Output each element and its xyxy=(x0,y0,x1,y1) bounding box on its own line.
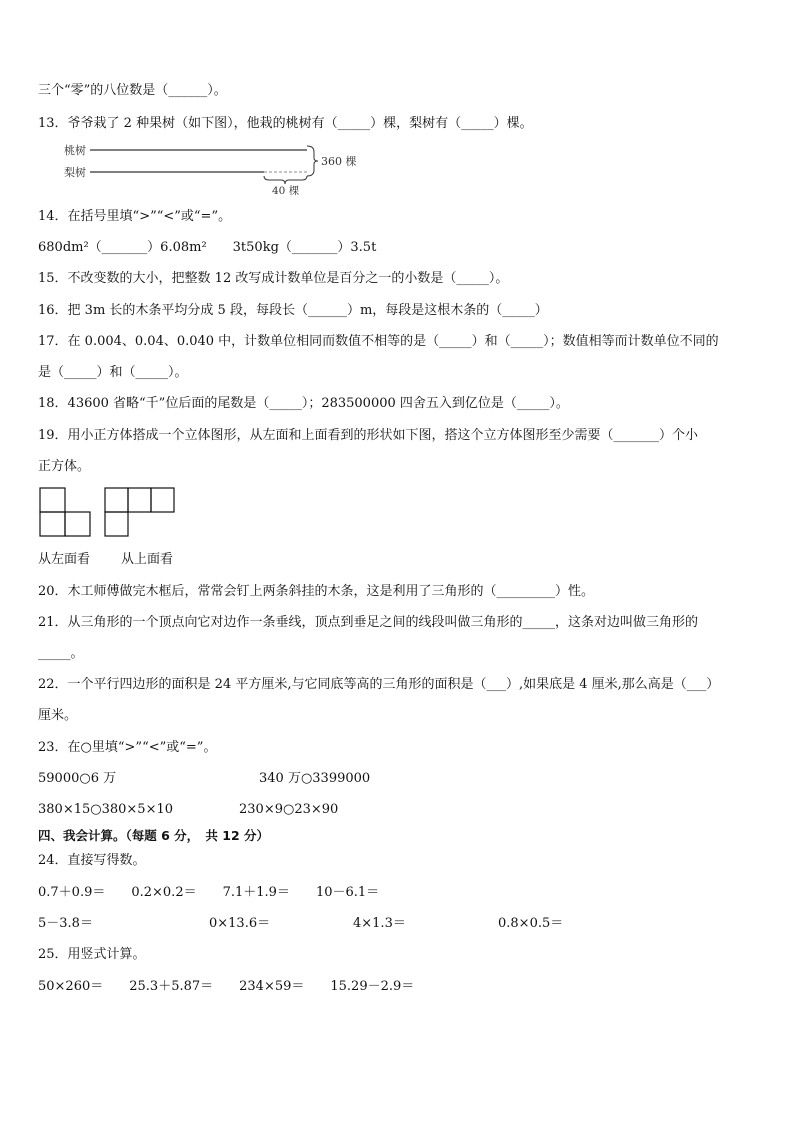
left-view-caption: 从左面看 xyxy=(38,552,91,567)
q21-cont: _____。 xyxy=(38,646,84,661)
left-view-shape xyxy=(40,488,90,536)
q25-row: 50×260＝ 25.3＋5.87＝ 234×59＝ 15.29－2.9＝ xyxy=(38,979,415,994)
section-4-heading: 四、我会计算。（每题 6 分， 共 12 分） xyxy=(38,828,270,843)
q23-item-4: 230×9○23×90 xyxy=(239,802,339,817)
q16: 16．把 3m 长的木条平均分成 5 段，每段长（______）m，每段是这根木条的（_____） xyxy=(38,303,548,318)
q14: 14．在括号里填“>”“<”或“=”。 xyxy=(38,209,232,224)
q15: 15．不改变数的大小，把整数 12 改写成计数单位是百分之一的小数是（_____）。 xyxy=(38,271,509,286)
q17-cont: 是（_____）和（_____）。 xyxy=(38,365,188,380)
top-view-shape xyxy=(105,488,174,536)
q24-item-8: 0.8×0.5＝ xyxy=(498,916,564,931)
pear-tree-label: 梨树 xyxy=(64,166,86,179)
q19: 19．用小正方体搭成一个立体图形，从左面和上面看到的形状如下图，搭这个立方体图形至少需要（_______）个小 xyxy=(38,428,699,443)
q23-item-3: 380×15○380×5×10 xyxy=(38,802,174,817)
q24: 24．直接写得数。 xyxy=(38,853,146,868)
q20: 20．木工师傅做完木框后，常常会钉上两条斜挂的木条，这是利用了三角形的（_________）性。 xyxy=(38,584,595,599)
q23: 23．在○里填“>”“<”或“=”。 xyxy=(38,740,217,755)
total-label: 360 棵 xyxy=(321,155,357,168)
q22-cont: 厘米。 xyxy=(38,708,78,723)
q22: 22．一个平行四边形的面积是 24 平方厘米,与它同底等高的三角形的面积是（___）,如果底是 4 厘米,那么高是（___） xyxy=(38,677,720,692)
tree-diagram xyxy=(62,140,372,196)
difference-brace xyxy=(264,176,307,184)
top-view-caption: 从上面看 xyxy=(121,552,174,567)
cube-views-figure xyxy=(38,486,183,538)
peach-tree-label: 桃树 xyxy=(64,144,86,157)
q18: 18．43600 省略“千”位后面的尾数是（_____）；283500000 四舍五入到亿位是（_____）。 xyxy=(38,396,569,411)
q24-row-1: 0.7＋0.9＝ 0.2×0.2＝ 7.1＋1.9＝ 10－6.1＝ xyxy=(38,885,380,900)
q19-cont: 正方体。 xyxy=(38,459,91,474)
q25: 25．用竖式计算。 xyxy=(38,947,146,962)
q24-item-5: 5－3.8＝ xyxy=(38,916,93,931)
q24-item-6: 0×13.6＝ xyxy=(209,916,271,931)
total-brace xyxy=(307,146,318,176)
q24-item-7: 4×1.3＝ xyxy=(353,916,406,931)
q13: 13．爷爷栽了 2 种果树（如下图），他栽的桃树有（_____）棵，梨树有（_____）棵。 xyxy=(38,116,533,131)
q14-items: 680dm²（_______）6.08m² 3t50kg（_______）3.5t xyxy=(38,240,377,255)
q12-tail: 三个“零”的八位数是（______）。 xyxy=(38,83,227,98)
q23-item-1: 59000○6 万 xyxy=(38,771,117,786)
q23-item-2: 340 万○3399000 xyxy=(259,771,371,786)
q17: 17．在 0.004、0.04、0.040 中，计数单位相同而数值不相等的是（_____）和（_____）；数值相等而计数单位不同的 xyxy=(38,334,719,349)
q21: 21．从三角形的一个顶点向它对边作一条垂线，顶点到垂足之间的线段叫做三角形的_____，这条对边叫做三角形的 xyxy=(38,615,699,630)
difference-label: 40 棵 xyxy=(272,185,300,196)
